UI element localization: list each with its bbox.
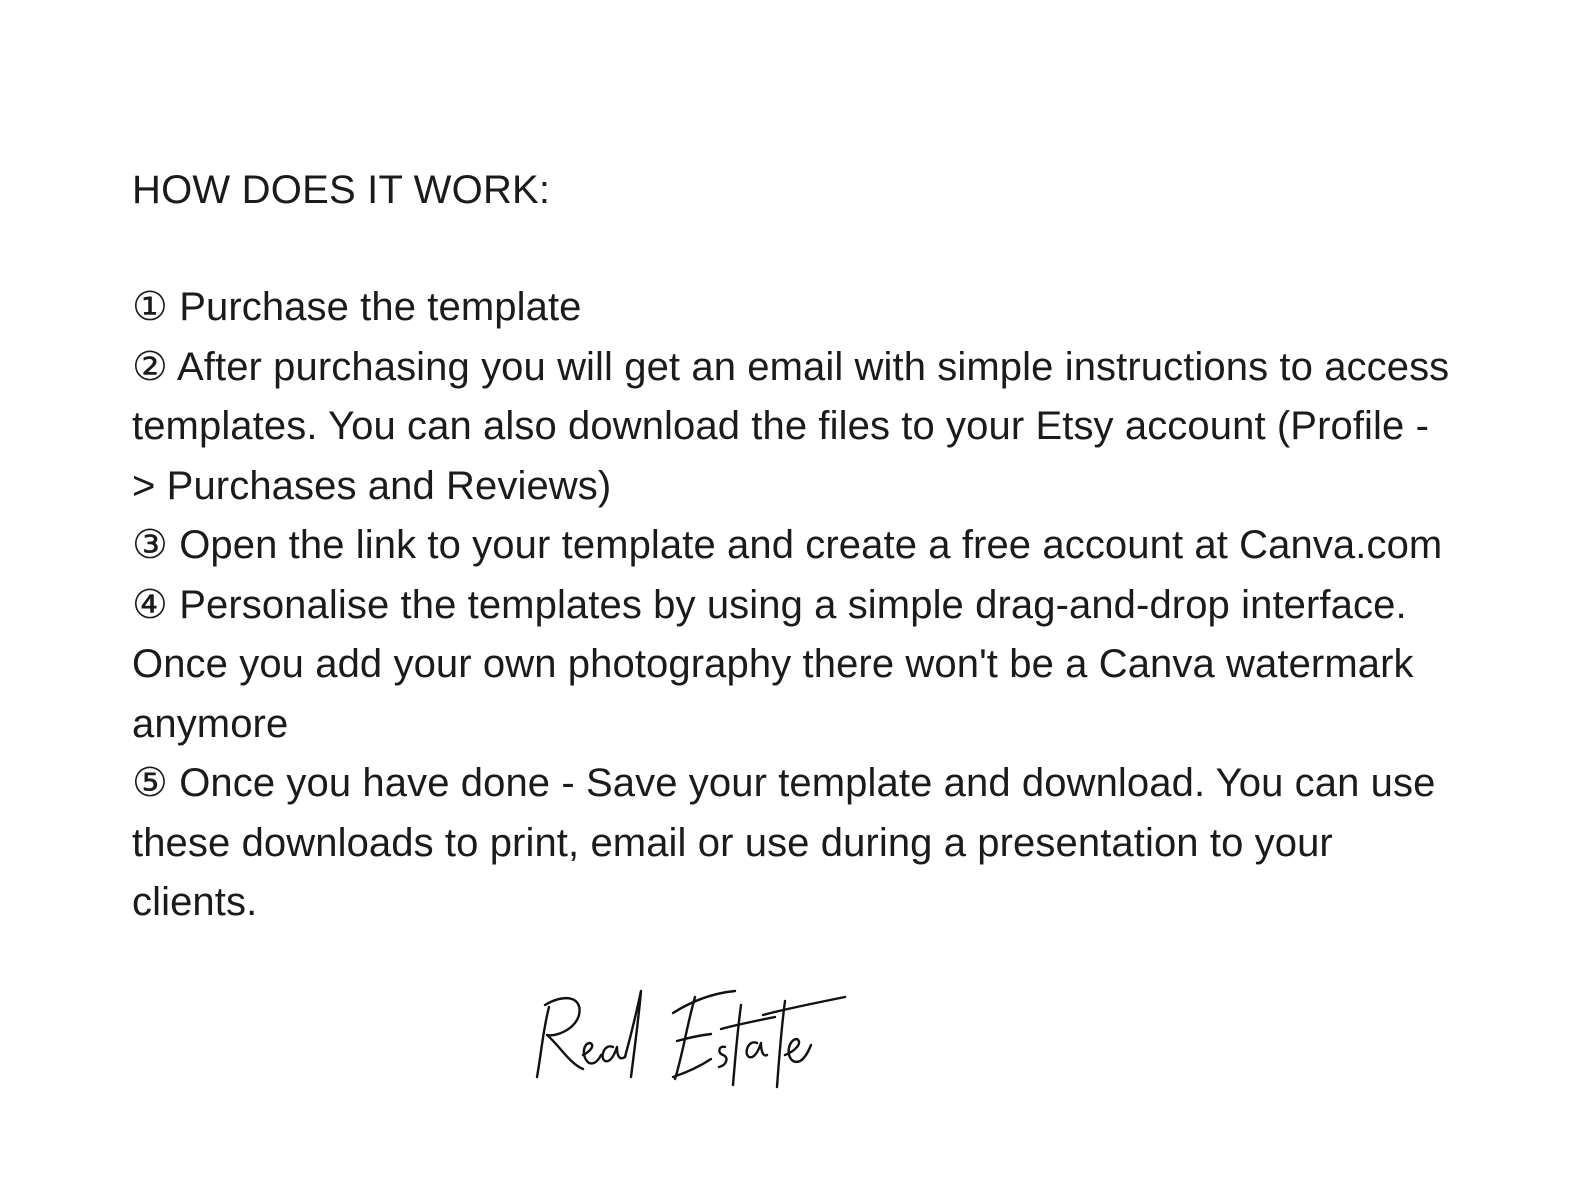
step-text: After purchasing you will get an email with simple instructions to access templates. You can also download the files to your Etsy account (Profile -> Purchases and Reviews) [132,344,1450,508]
step-3 [132,516,1452,576]
real-estate-signature-logo [535,985,855,1095]
step-marker: ③ [132,523,168,567]
steps-list [132,278,1452,933]
step-marker: ④ [132,582,168,627]
step-5 [132,754,1452,933]
step-marker: ② [132,344,168,389]
step-text: Purchase the template [179,285,582,329]
instructions-block [132,160,1452,933]
heading: HOW DOES IT WORK: [132,168,551,212]
step-marker: ① [132,285,168,329]
signature-script-graphic [535,985,855,1095]
step-marker: ⑤ [132,761,168,805]
step-4 [132,576,1452,755]
step-text: Once you have done - Save your template and download. You can use these downloads to print, email or use during a presentation to your clients. [132,761,1436,924]
step-1 [132,278,1452,338]
step-text: Personalise the templates by using a simple drag-and-drop interface. Once you add your own photography there won't be a Canva watermark anymore [132,582,1414,746]
step-text: Open the link to your template and create a free account at Canva.com [179,523,1443,567]
step-2 [132,338,1452,517]
